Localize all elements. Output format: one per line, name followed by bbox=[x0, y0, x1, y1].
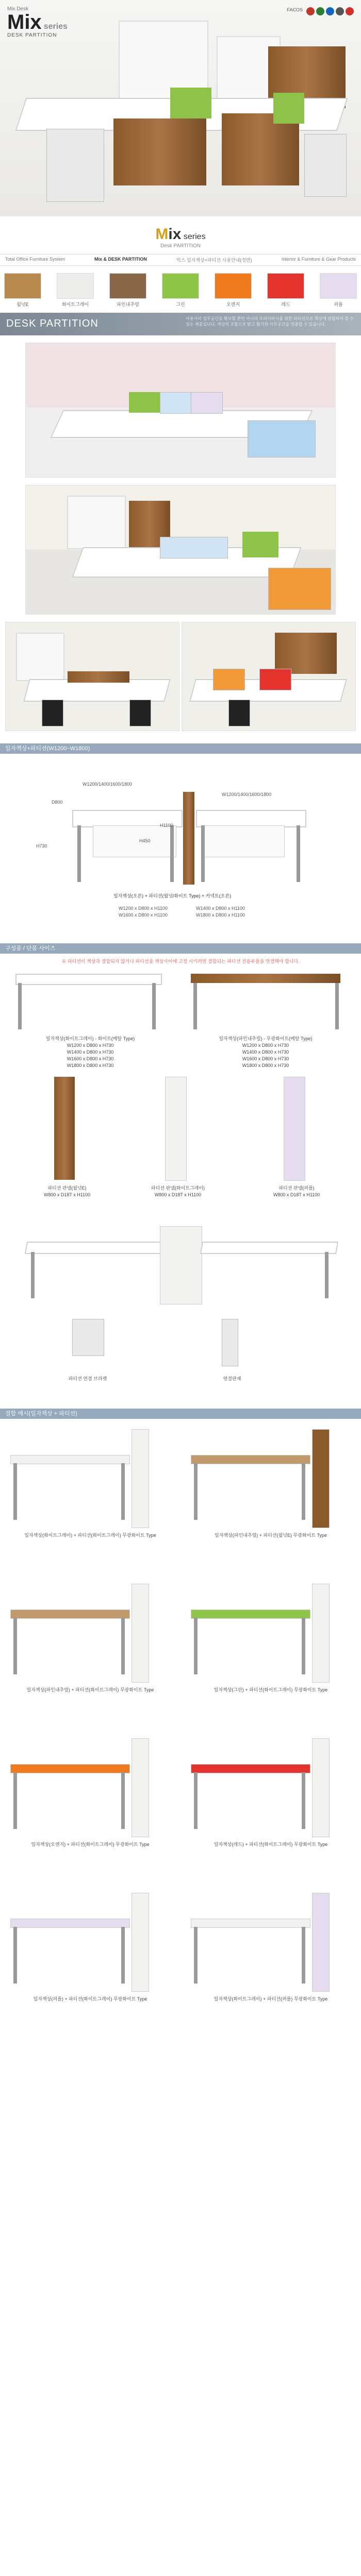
swatch-chip bbox=[267, 273, 304, 299]
combo-item bbox=[186, 1733, 356, 1852]
series-word: series bbox=[183, 232, 206, 241]
board-zoom bbox=[222, 1319, 238, 1366]
modesty-panel bbox=[201, 825, 285, 857]
dim-depth: D800 bbox=[52, 800, 63, 805]
connector-right-label: 연결판재 bbox=[223, 1376, 241, 1381]
green-panel bbox=[170, 88, 211, 118]
combo-grid bbox=[5, 1424, 356, 2047]
chair bbox=[228, 700, 250, 726]
partition-panel bbox=[132, 1738, 149, 1837]
swatch-4 bbox=[215, 273, 252, 308]
desk-leg bbox=[297, 825, 300, 882]
chair bbox=[129, 700, 151, 726]
panel bbox=[248, 420, 316, 457]
green-panel bbox=[273, 93, 304, 124]
desk-top bbox=[191, 1609, 310, 1619]
desk-leg bbox=[13, 1463, 17, 1520]
band-description: 사용자의 업무공간을 확보할 뿐만 아니라 프라이버시를 위한 파티션으로 책상에 결합하여 쓸 수 있는 제품입니다. 색상의 조합으로 밝고 활기찬 사무공간을 연출할 수 있습니다. bbox=[186, 316, 354, 327]
band-title: DESK PARTITION bbox=[6, 318, 99, 329]
combo-item bbox=[186, 1424, 356, 1543]
swatch-label: 퍼플 bbox=[334, 302, 343, 307]
desk-top bbox=[191, 1764, 310, 1773]
office-photo bbox=[25, 485, 336, 615]
desk-leg bbox=[77, 825, 81, 882]
cert-badge-icon bbox=[326, 7, 334, 15]
spec-caption: 일자책상(오픈) + 파티션(월넛/화이트 Type) + 커넥트(오픈) bbox=[113, 893, 232, 899]
combo-bar: 결합 예시(일자책상 + 파티션) bbox=[0, 1409, 361, 1419]
desk-top bbox=[200, 1242, 338, 1254]
combo-caption: 일자책상(레드) + 파티션(화이트그레이) 무광화이트 Type bbox=[214, 1842, 328, 1847]
series-subtitle: Desk PARTITION bbox=[160, 243, 201, 249]
swatch-3 bbox=[162, 273, 199, 308]
dim-height-partition-full: H1100 bbox=[160, 823, 173, 828]
parts-section bbox=[5, 969, 356, 1226]
combo-item bbox=[5, 1424, 175, 1543]
swatch-5 bbox=[267, 273, 304, 308]
combo-caption: 일자책상(화이트그레이) + 파티션(화이트그레이) 무광화이트 Type bbox=[24, 1533, 156, 1538]
partition-panel bbox=[312, 1584, 330, 1683]
desk-top bbox=[25, 1242, 163, 1254]
hero-banner bbox=[0, 0, 361, 216]
spec-codes-left: W1200 x D800 x H1100 W1600 x D800 x H1100 bbox=[119, 906, 168, 918]
info-left: Total Office Furniture System bbox=[5, 257, 65, 262]
modesty-panel bbox=[93, 825, 176, 857]
wood-partition bbox=[113, 118, 206, 185]
panel bbox=[268, 568, 331, 610]
panel bbox=[160, 392, 192, 414]
parts-bar: 구성품 / 단품 사이즈 bbox=[0, 943, 361, 954]
panel bbox=[259, 669, 291, 690]
desk-leg bbox=[170, 825, 174, 882]
combo-item bbox=[5, 1579, 175, 1697]
brand-block bbox=[7, 6, 68, 38]
swatch-chip bbox=[4, 273, 41, 299]
swatch-chip bbox=[57, 273, 94, 299]
swatch-1 bbox=[57, 273, 94, 308]
cert-badge-icon bbox=[336, 7, 344, 15]
info-row bbox=[0, 254, 361, 266]
desk-wood-top bbox=[191, 974, 340, 983]
info-center-note: 믹스 일자책상+파티션 사용안내(정면) bbox=[176, 258, 252, 263]
panel bbox=[242, 532, 278, 557]
swatch-0 bbox=[4, 273, 41, 308]
combo-item bbox=[5, 1888, 175, 2006]
desk-leg bbox=[302, 1463, 305, 1520]
series-title bbox=[0, 216, 361, 252]
brand-logo: Mix series bbox=[7, 11, 68, 33]
partition-panel bbox=[160, 1226, 202, 1304]
desk-leg bbox=[194, 1772, 198, 1829]
desk-top bbox=[10, 1919, 130, 1928]
desk-top bbox=[10, 1455, 130, 1464]
cert-badge-icon bbox=[316, 7, 324, 15]
desk-leg bbox=[121, 1618, 125, 1674]
partition-panel bbox=[183, 792, 194, 885]
panel bbox=[213, 669, 245, 690]
brand-small: Mix Desk bbox=[7, 6, 29, 12]
info-center: Mix & DESK PARTITION bbox=[94, 257, 147, 262]
desk-leg bbox=[18, 983, 22, 1029]
connector-left-label: 파티션 연결 브라켓 bbox=[68, 1376, 107, 1381]
desk-leg bbox=[152, 983, 156, 1029]
swatch-2 bbox=[109, 273, 146, 308]
desk-leg bbox=[325, 1252, 329, 1298]
desk-leg bbox=[194, 1463, 198, 1520]
part-desk-white: 일자책상(화이트그레이) - 화이트(메탈 Type) W1200 x D800 x H730 W1400 x D800 x H730 W1600 x D800 x H730 W1800 x D800 x H730 bbox=[45, 1036, 135, 1068]
badge-label: FACOS bbox=[287, 7, 303, 12]
cert-badge-icon bbox=[346, 7, 354, 15]
chair bbox=[42, 700, 63, 726]
desk-leg bbox=[302, 1772, 305, 1829]
partition-panel bbox=[312, 1429, 330, 1528]
panel-purple bbox=[284, 1077, 305, 1181]
wood-partition bbox=[222, 113, 299, 185]
desk-leg bbox=[302, 1927, 305, 1984]
desk-leg bbox=[201, 825, 205, 882]
desk-partition-band bbox=[0, 313, 361, 335]
panel bbox=[160, 537, 228, 558]
spec-bar: 일자책상+파티션(W1200~W1800) bbox=[0, 743, 361, 754]
desk-leg bbox=[121, 1927, 125, 1984]
part-panel-purple: 파티션 판넬(퍼플) W800 x D18T x H1100 bbox=[273, 1185, 320, 1197]
cabinet bbox=[275, 633, 337, 674]
combo-caption: 일자책상(파인내추럴) + 파티션(월넛E) 무광화이트 Type bbox=[215, 1533, 327, 1538]
swatch-chip bbox=[162, 273, 199, 299]
panel bbox=[68, 671, 129, 683]
part-panel-walnut: 파티션 판넬(월넛E) W800 x D18T x H1100 bbox=[43, 1185, 91, 1197]
swatch-chip bbox=[320, 273, 357, 299]
desk-leg bbox=[335, 983, 339, 1029]
panel bbox=[129, 392, 160, 413]
swatch-6 bbox=[320, 273, 357, 308]
desk-leg bbox=[121, 1772, 125, 1829]
swatch-label: 화이트그레이 bbox=[61, 302, 89, 307]
desk-white-top bbox=[15, 974, 162, 985]
bookshelf bbox=[67, 496, 126, 549]
parts-note: ※ 파티션이 책상과 결합되지 않거나 파티션을 책상사이에 고정 시키려면 결합되는 파티션 전용부품을 연결해야 합니다. bbox=[61, 959, 300, 964]
connector-section bbox=[5, 1226, 356, 1396]
office-photo bbox=[5, 622, 179, 731]
desk-leg bbox=[302, 1618, 305, 1674]
desk-leg bbox=[13, 1618, 17, 1674]
mobile-pedestal bbox=[46, 129, 104, 202]
swatch-label: 오렌지 bbox=[226, 302, 240, 307]
office-photo bbox=[182, 622, 356, 731]
swatch-chip bbox=[109, 273, 146, 299]
combo-caption: 일자책상(파인내추럴) + 파티션(화이트그레이) 무광화이트 Type bbox=[26, 1687, 154, 1692]
desk-leg bbox=[194, 1927, 198, 1984]
desk-leg bbox=[13, 1772, 17, 1829]
dim-height-partition: H450 bbox=[139, 838, 151, 843]
cert-badge-icon bbox=[306, 7, 315, 15]
combo-item bbox=[186, 1888, 356, 2006]
brand-subtitle: DESK PARTITION bbox=[7, 32, 57, 38]
partition-panel bbox=[132, 1429, 149, 1528]
desk-leg bbox=[31, 1252, 35, 1298]
swatch-label: 그린 bbox=[176, 302, 185, 307]
desk-top bbox=[196, 810, 306, 827]
swatch-chip bbox=[215, 273, 252, 299]
desk-leg bbox=[121, 1463, 125, 1520]
office-photo bbox=[25, 343, 336, 478]
info-right: Interior & Furniture & Gear Products bbox=[281, 257, 356, 262]
panel-white bbox=[165, 1077, 187, 1181]
desk-leg bbox=[193, 983, 197, 1029]
dim-width-right: W1200/1400/1600/1800 bbox=[222, 792, 272, 797]
combo-caption: 일자책상(오렌지) + 파티션(화이트그레이) 무광화이트 Type bbox=[31, 1842, 150, 1847]
panel-walnut bbox=[54, 1077, 75, 1180]
photo-row bbox=[5, 622, 356, 731]
desk-leg bbox=[194, 1618, 198, 1674]
desk-top bbox=[10, 1609, 130, 1619]
desk-top bbox=[191, 1455, 310, 1464]
combo-item bbox=[5, 1733, 175, 1852]
series-logo: Mix bbox=[155, 226, 182, 243]
dim-width-left: W1200/1400/1600/1800 bbox=[83, 782, 133, 787]
swatch-label: 월넛E bbox=[17, 302, 29, 307]
partition-panel bbox=[312, 1738, 330, 1837]
partition-panel bbox=[132, 1893, 149, 1992]
mobile-pedestal bbox=[304, 134, 347, 197]
desk-leg bbox=[13, 1927, 17, 1984]
desk-top bbox=[10, 1764, 130, 1773]
swatch-label: 레드 bbox=[281, 302, 290, 307]
combo-caption: 일자책상(퍼플) + 파티션(화이트그레이) 무광화이트 Type bbox=[33, 1996, 147, 2002]
bookshelf bbox=[16, 633, 64, 681]
partition-panel bbox=[312, 1893, 330, 1992]
part-panel-white: 파티션 판넬(화이트그레이) W800 x D18T x H1100 bbox=[151, 1185, 205, 1197]
swatch-label: 파인내추럴 bbox=[117, 302, 139, 307]
desk-top bbox=[191, 1919, 310, 1928]
part-desk-wood: 일자책상(파인내추럴) - 무광화이트(메탈 Type) W1200 x D800 x H730 W1400 x D800 x H730 W1600 x D800 x H730 W1800 x D800 x H730 bbox=[219, 1036, 313, 1068]
panel bbox=[191, 392, 223, 414]
partition-panel bbox=[132, 1584, 149, 1683]
combo-caption: 일자책상(화이트그레이) + 파티션(퍼플) 무광화이트 Type bbox=[214, 1996, 328, 2002]
dimension-diagram bbox=[15, 761, 346, 931]
dim-height: H730 bbox=[36, 843, 47, 849]
combo-caption: 일자책상(그린) + 파티션(화이트그레이) 무광화이트 Type bbox=[214, 1687, 328, 1692]
badge-group bbox=[287, 7, 354, 15]
color-swatches bbox=[0, 268, 361, 310]
bracket-zoom bbox=[72, 1319, 104, 1356]
combo-item bbox=[186, 1579, 356, 1697]
spec-codes-right: W1400 x D800 x H1100 W1800 x D800 x H1100 bbox=[196, 906, 245, 918]
